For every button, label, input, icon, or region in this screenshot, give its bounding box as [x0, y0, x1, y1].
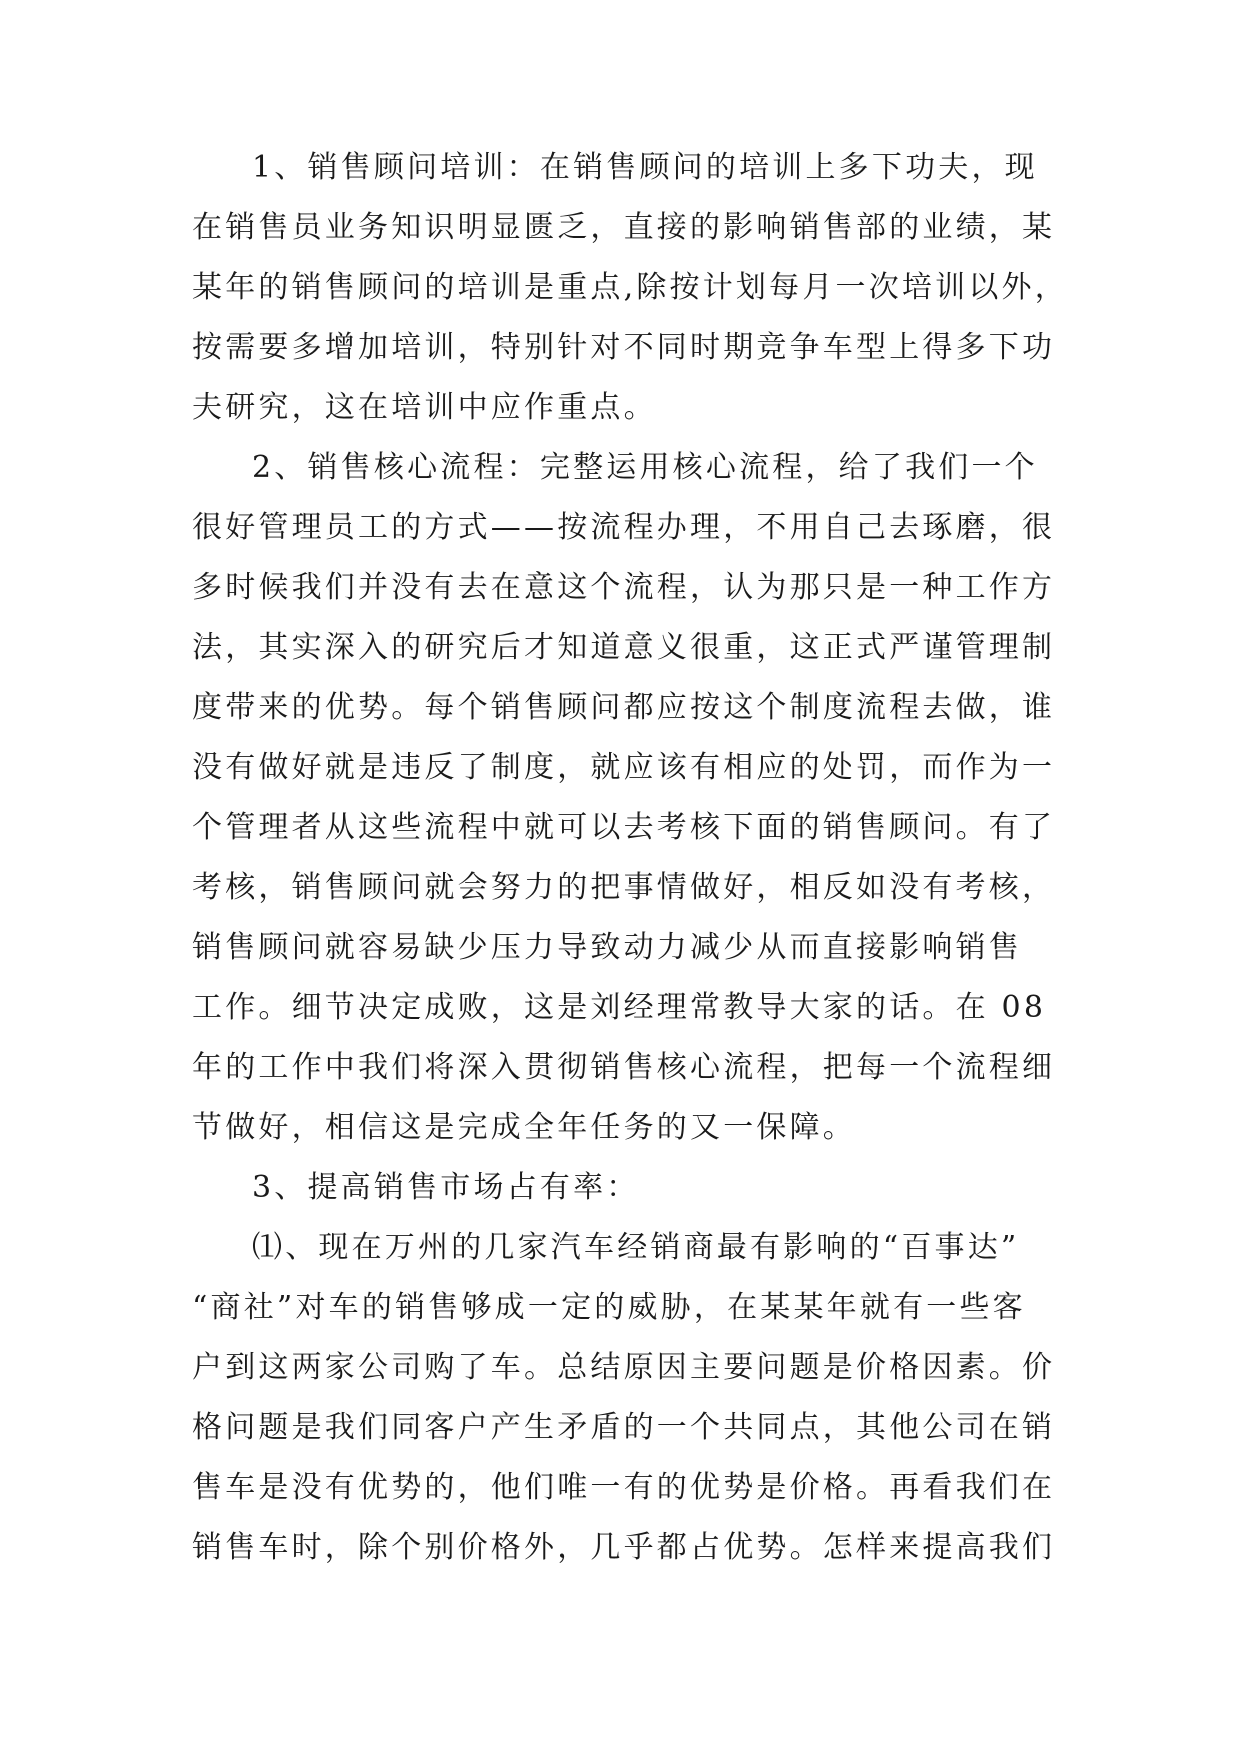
paragraph-1-line-5: 夫研究，这在培训中应作重点。 [192, 390, 657, 425]
paragraph-3-line-1: ⑴、现在万州的几家汽车经销商最有影响的“百事达” [252, 1230, 1020, 1265]
paragraph-2-line-4: 法，其实深入的研究后才知道意义很重，这正式严谨管理制 [192, 630, 1056, 665]
paragraph-3-line-6: 销售车时，除个别价格外，几乎都占优势。怎样来提高我们 [192, 1530, 1056, 1565]
paragraph-2-line-8: 考核，销售顾问就会努力的把事情做好，相反如没有考核， [192, 870, 1056, 905]
paragraph-2-line-3: 多时候我们并没有去在意这个流程，认为那只是一种工作方 [192, 570, 1056, 605]
paragraph-2-line-12: 节做好，相信这是完成全年任务的又一保障。 [192, 1110, 856, 1145]
paragraph-2-line-5: 度带来的优势。每个销售顾问都应按这个制度流程去做，谁 [192, 690, 1056, 725]
paragraph-2-line-7: 个管理者从这些流程中就可以去考核下面的销售顾问。有了 [192, 810, 1056, 845]
paragraph-1-line-1: 1、销售顾问培训：在销售顾问的培训上多下功夫，现 [252, 150, 1038, 185]
paragraph-3-line-5: 售车是没有优势的，他们唯一有的优势是价格。再看我们在 [192, 1470, 1056, 1505]
paragraph-2-line-2: 很好管理员工的方式——按流程办理，不用自己去琢磨，很 [192, 510, 1056, 545]
paragraph-1-line-3: 某年的销售顾问的培训是重点,除按计划每月一次培训以外， [192, 270, 1068, 305]
paragraph-2-line-1: 2、销售核心流程：完整运用核心流程，给了我们一个 [252, 450, 1038, 485]
section-3-heading: 3、提高销售市场占有率： [252, 1170, 640, 1205]
paragraph-1-line-2: 在销售员业务知识明显匮乏，直接的影响销售部的业绩，某 [192, 210, 1056, 245]
paragraph-3-line-3: 户到这两家公司购了车。总结原因主要问题是价格因素。价 [192, 1350, 1056, 1385]
paragraph-2-line-9: 销售顾问就容易缺少压力导致动力减少从而直接影响销售 [192, 930, 1022, 965]
paragraph-1-line-4: 按需要多增加培训，特别针对不同时期竞争车型上得多下功 [192, 330, 1056, 365]
paragraph-3-line-2: “商社”对车的销售够成一定的威胁，在某某年就有一些客 [192, 1290, 1026, 1325]
paragraph-2-line-11: 年的工作中我们将深入贯彻销售核心流程，把每一个流程细 [192, 1050, 1056, 1085]
paragraph-2-line-10: 工作。细节决定成败，这是刘经理常教导大家的话。在 08 [192, 990, 1047, 1025]
paragraph-3-line-4: 格问题是我们同客户产生矛盾的一个共同点，其他公司在销 [192, 1410, 1056, 1445]
paragraph-2-line-6: 没有做好就是违反了制度，就应该有相应的处罚，而作为一 [192, 750, 1056, 785]
